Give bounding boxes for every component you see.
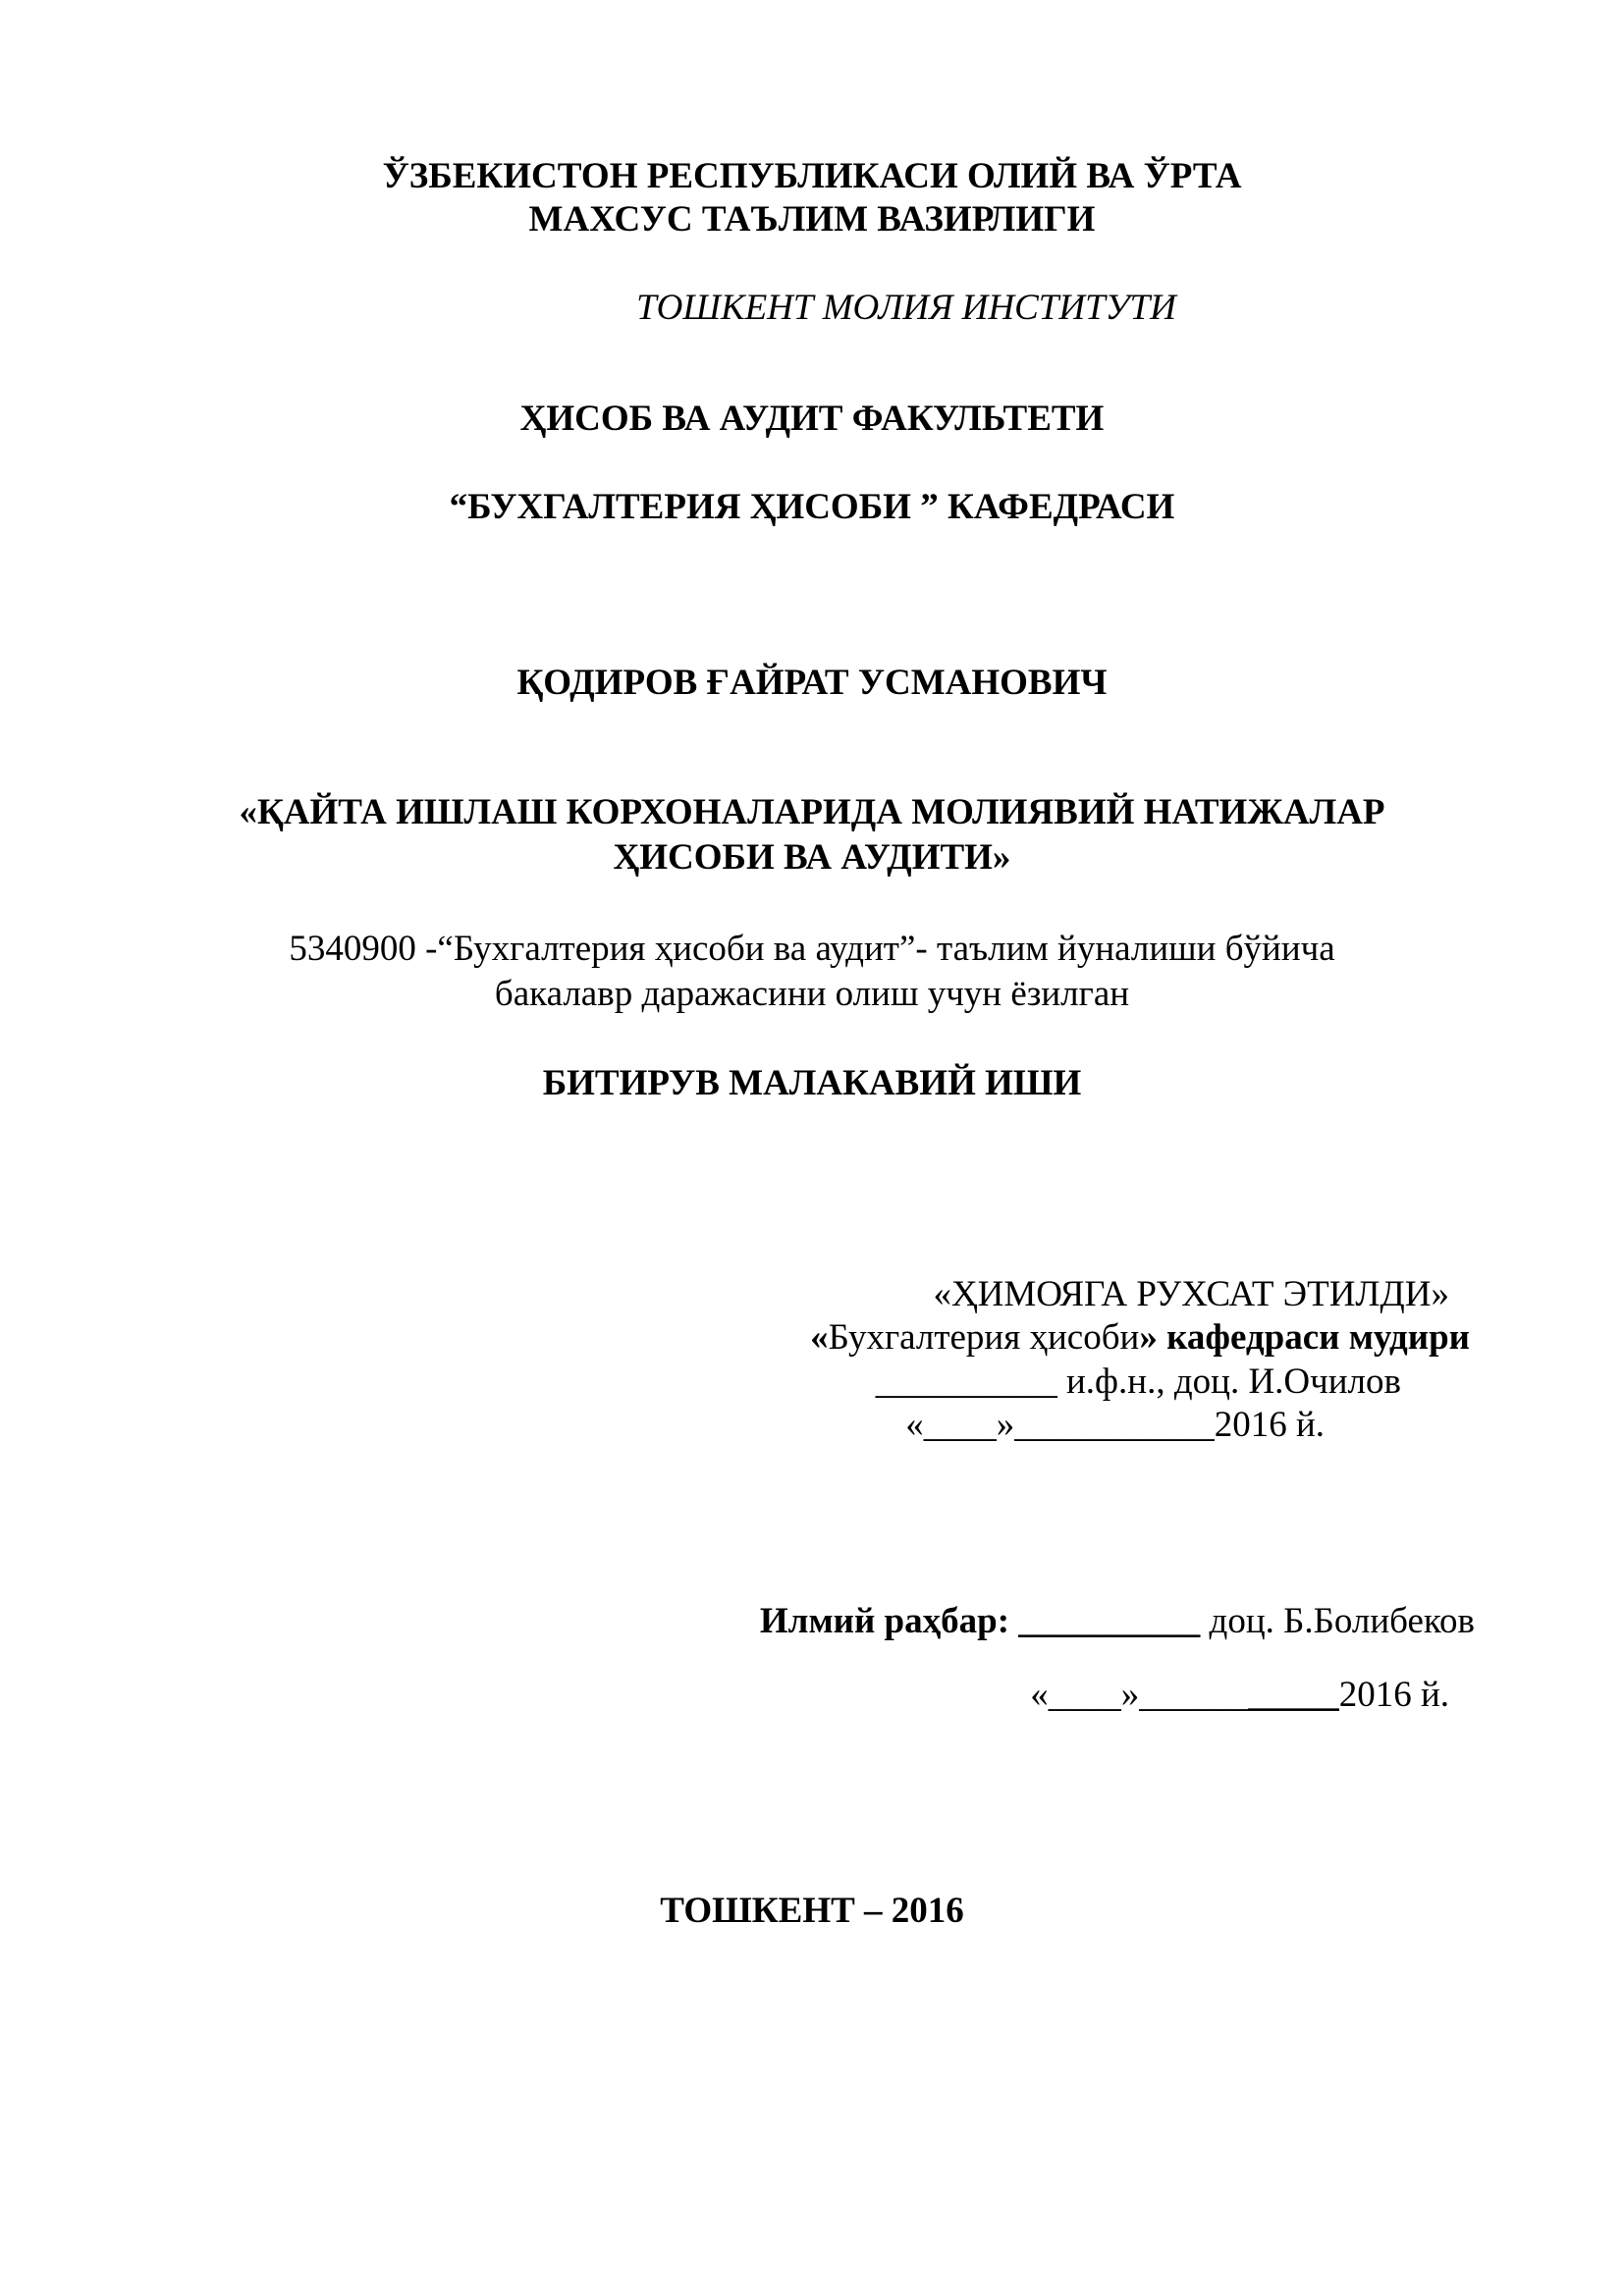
supervisor-date-part-2: _____ — [1248, 1675, 1339, 1715]
supervisor-signature-blank: __________ — [1009, 1601, 1201, 1641]
approval-dept-quote-open: « — [810, 1317, 829, 1358]
thesis-title-line-2: ҲИСОБИ ВА АУДИТИ» — [613, 837, 1011, 878]
approval-dept-name: Бухгалтерия ҳисоби — [828, 1317, 1140, 1358]
supervisor-date-part-3: 2016 й. — [1338, 1675, 1449, 1715]
faculty-name: ҲИСОБ ВА АУДИТ ФАКУЛЬТЕТИ — [519, 399, 1105, 439]
author-name: ҚОДИРОВ ҒАЙРАТ УСМАНОВИЧ — [516, 663, 1108, 703]
supervisor-name: доц. Б.Болибеков — [1200, 1601, 1475, 1641]
specialty-line-1: 5340900 -“Бухгалтерия ҳисоби ва аудит”- таълим йуналиши бўйича — [289, 929, 1335, 969]
thesis-title-line-1: «ҚАЙТА ИШЛАШ КОРХОНАЛАРИДА МОЛИЯВИЙ НАТИЖАЛАР — [239, 792, 1385, 832]
department-name: “БУХГАЛТЕРИЯ ҲИСОБИ ” КАФЕДРАСИ — [449, 487, 1175, 527]
supervisor-date-part-1: «____»______ — [1030, 1675, 1249, 1715]
approval-date-line: «____»___________2016 й. — [905, 1405, 1325, 1445]
work-type: БИТИРУВ МАЛАКАВИЙ ИШИ — [542, 1063, 1082, 1103]
approval-heading: «ҲИМОЯГА РУХСАТ ЭТИЛДИ» — [933, 1274, 1449, 1314]
approval-dept-quote-close: » — [1139, 1317, 1158, 1358]
institute-name: ТОШКЕНТ МОЛИЯ ИНСТИТУТИ — [636, 288, 1176, 328]
supervisor-label: Илмий раҳбар: — [759, 1601, 1010, 1641]
approval-department — [810, 1316, 1470, 1360]
city-year: ТОШКЕНТ – 2016 — [660, 1891, 964, 1931]
specialty-line-2: бакалавр даражасини олиш учун ёзилган — [494, 974, 1130, 1014]
approval-signature-line: __________ и.ф.н., доц. И.Очилов — [875, 1362, 1401, 1402]
supervisor-date-line — [1030, 1674, 1449, 1717]
ministry-line-1: ЎЗБЕКИСТОН РЕСПУБЛИКАСИ ОЛИЙ ВА ЎРТА — [382, 156, 1242, 196]
approval-dept-head-label: кафедраси мудири — [1157, 1317, 1470, 1358]
ministry-line-2: МАХСУС ТАЪЛИМ ВАЗИРЛИГИ — [528, 199, 1096, 240]
supervisor-line — [760, 1600, 1475, 1643]
